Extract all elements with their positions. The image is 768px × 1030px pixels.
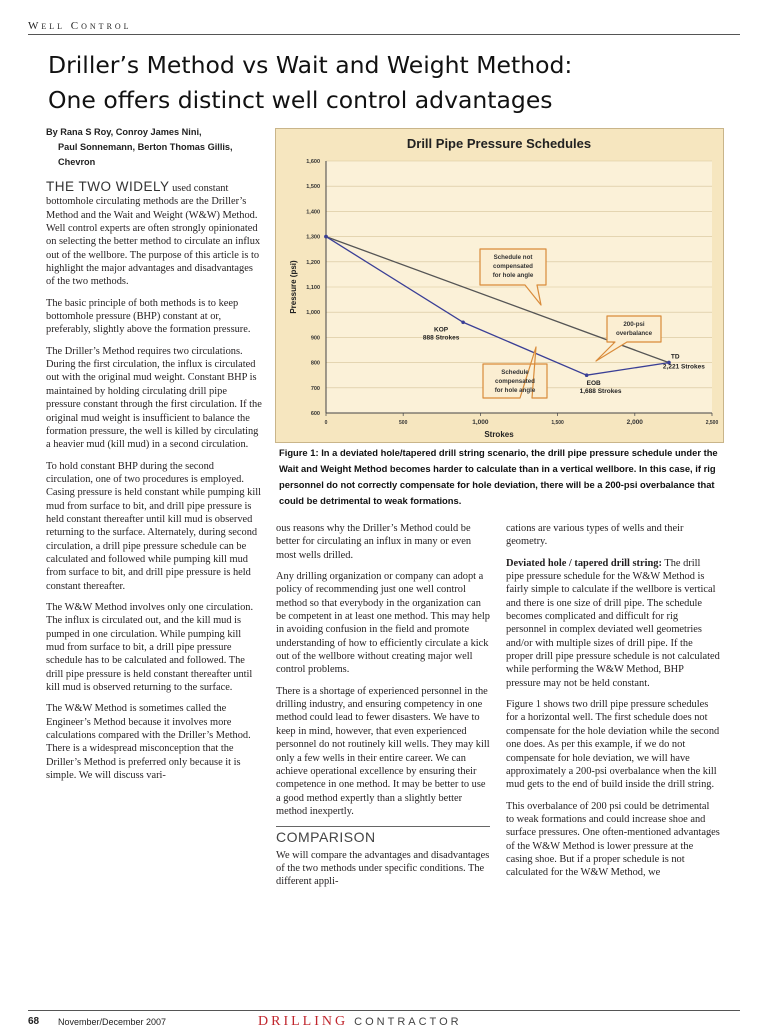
masthead-word-1: DRILLING bbox=[258, 1014, 349, 1029]
y-tick-label: 1,600 bbox=[306, 159, 320, 165]
chart-title: Drill Pipe Pressure Schedules bbox=[406, 136, 592, 151]
page-number: 68 bbox=[28, 1016, 40, 1027]
header-rule bbox=[28, 34, 740, 35]
x-axis-label: Strokes bbox=[484, 430, 514, 439]
paragraph-text: The drill pipe pressure schedule for the W&W Method is fairly simple to calculate if the wellbore is vertical and there is one size of drill pipe. The schedule becomes complicated and difficult for rig personnel in complex deviated well geometries and/or with multiple sizes of drill pipe. If the proper drill pipe pressure schedule is not calculated while performing the W&W Method, BHP pressure may not be held constant. bbox=[506, 557, 720, 689]
paragraph: This overbalance of 200 psi could be detrimental to weak formations and could increase shoe and surface pressures. One often-mentioned advantages of the W&W Method is lower pressure at the casing shoe. But if a proper schedule is not calculated for the W&W Method, we bbox=[506, 800, 720, 879]
paragraph bbox=[46, 180, 262, 289]
byline-line: By Rana S Roy, Conroy James Nini, bbox=[46, 127, 202, 137]
callout-compensated-text: Schedule bbox=[501, 369, 529, 376]
callout-not-compensated-text: compensated bbox=[493, 263, 533, 270]
body-column-1 bbox=[46, 180, 262, 790]
y-tick-label: 1,000 bbox=[306, 310, 320, 317]
point-label-kop: KOP bbox=[434, 326, 449, 334]
y-tick-label: 900 bbox=[310, 335, 320, 342]
paragraph-text: used constant bottomhole circulating methods are the Driller’s Method and the Wait and Weight (W&W) Method. Well control experts are often strongly opinionated on selecting the better method to circulate an influx out of the wellbore. The purpose of this article is to highlight the major advantages and disadvantages of the two methods. bbox=[46, 183, 261, 288]
data-point bbox=[461, 320, 465, 324]
body-column-3 bbox=[506, 522, 720, 888]
title-line-1: Driller’s Method vs Wait and Weight Method: bbox=[48, 51, 573, 79]
x-tick-label: 2,500 bbox=[705, 420, 719, 426]
dropcap-lead: THE TWO WIDELY bbox=[46, 179, 170, 194]
footer-rule bbox=[28, 1010, 740, 1011]
y-tick-label: 1,300 bbox=[306, 234, 320, 241]
y-tick-label: 1,400 bbox=[306, 209, 320, 216]
callout-overbalance-text: overbalance bbox=[615, 330, 653, 337]
title-line-2: One offers distinct well control advantages bbox=[48, 86, 553, 114]
y-tick-label: 700 bbox=[310, 385, 320, 392]
x-tick-label: 2,000 bbox=[626, 419, 643, 426]
point-label-td: TD bbox=[670, 353, 680, 361]
y-tick-label: 1,200 bbox=[306, 259, 320, 266]
paragraph: The Driller’s Method requires two circulations. During the first circulation, the influx is circulated out with the original mud weight. Constant BHP is maintained by holding circulating drill pipe pressure constant through the first circulation. If the original mud weight is insufficient to balance the formation pressure, the well is killed by circulating a heavier mud (kill mud) in a second circulation. bbox=[46, 345, 262, 451]
paragraph: To hold constant BHP during the second circulation, one of two procedures is employed. Casing pressure is held constant while pumping kill mud from surface to bit, and drill pipe pressure is held constant thereafter until kill mud is observed returning to the surface. Alternately, during second circulation, a drill pipe pressure schedule can be calculated and followed while pumping kill mud from surface to bit, and drill pipe pressure is held constant thereafter. bbox=[46, 460, 262, 592]
paragraph: ous reasons why the Driller’s Method could be better for circulating an influx in many or even most wells drilled. bbox=[276, 523, 472, 561]
subhead-deviated-hole: Deviated hole / tapered drill string: bbox=[506, 557, 662, 569]
data-point bbox=[324, 235, 328, 239]
point-label-eob-detail: 1,688 Strokes bbox=[579, 388, 622, 396]
paragraph bbox=[506, 557, 720, 690]
callout-compensated-text: compensated bbox=[495, 378, 535, 385]
magazine-masthead bbox=[258, 1012, 462, 1030]
point-label-td-detail: 2,221 Strokes bbox=[662, 363, 705, 371]
issue-date: November/December 2007 bbox=[58, 1017, 167, 1027]
callout-not-compensated-text: Schedule not bbox=[493, 254, 533, 261]
paragraph: There is a shortage of experienced personnel in the drilling industry, and ensuring competency in one method could lead to fewer disasters. We have to keep in mind, however, that even experienced personnel do not routinely kill wells. They may kill only a few wells in their entire career. We can achieve operational excellence by ensuring their competence in one method. It may be better to use a good method expertly than a slightly better method inexpertly. bbox=[276, 685, 490, 817]
paragraph: We will compare the advantages and disadvantages of the two methods under specific conditions. The different appli- bbox=[276, 849, 490, 888]
x-tick-label: 1,000 bbox=[472, 419, 489, 426]
chart-svg bbox=[276, 129, 723, 442]
callout-overbalance-text: 200-psi bbox=[623, 321, 645, 328]
paragraph: Figure 1 shows two drill pipe pressure schedules for a horizontal well. The first schedule does not compensate for the hole deviation while the second one does. As per this example, if we do not compensate for hole deviation, we will have approximately a 200-psi overbalance when the kill mud gets to the end of build inside the drill string. bbox=[506, 699, 720, 791]
paragraph: Any drilling organization or company can adopt a policy of recommending just one well control method so that everybody in the organization can be competent in at least one method. This may help in avoiding confusion in the field and promote understanding of how to efficiently circulate a kick out of the wellbore without creating major well control problems. bbox=[276, 571, 490, 676]
figure-1-chart bbox=[275, 128, 724, 443]
byline-line: Paul Sonnemann, Berton Thomas Gillis, bbox=[58, 142, 233, 152]
callout-compensated-text: for hole angle bbox=[494, 387, 536, 394]
byline-line: Chevron bbox=[58, 157, 96, 167]
section-heading-comparison: COMPARISON bbox=[276, 829, 376, 846]
y-tick-label: 1,100 bbox=[306, 285, 320, 291]
byline bbox=[46, 125, 266, 170]
point-label-eob: EOB bbox=[586, 380, 601, 388]
data-point bbox=[585, 373, 589, 377]
body-column-2 bbox=[276, 522, 490, 897]
point-label-kop-detail: 888 Strokes bbox=[422, 334, 460, 342]
section-rule bbox=[276, 826, 490, 827]
y-axis-label: Pressure (psi) bbox=[289, 260, 298, 314]
paragraph: The W&W Method is sometimes called the Engineer’s Method because it involves more calculations compared with the Driller’s Method. There is a widespread misconception that the Driller’s Method is preferred only because it is simple. We will discuss vari- bbox=[46, 703, 251, 782]
figure-caption: Figure 1: In a deviated hole/tapered drill string scenario, the drill pipe pressure schedule under the Wait and Weight Method becomes harder to calculate than in a vertical wellbore. In this case, if rig personnel do not correctly compensate for hole deviation, there will be a 200-psi overbalance that could be detrimental to weak formations. bbox=[279, 447, 718, 506]
paragraph: The W&W Method involves only one circulation. The influx is circulated out, and the kill mud is pumped in one circulation. While pumping kill mud from surface to bit, a drill pipe pressure schedule has to be calculated and followed. The drill pipe pressure is held constant thereafter until kill mud is observed returning to the surface. bbox=[46, 601, 254, 694]
x-tick-label: 0 bbox=[324, 420, 328, 426]
paragraph: The basic principle of both methods is to keep bottomhole pressure (BHP) constant at or, preferably, slightly above the formation pressure. bbox=[46, 297, 251, 336]
section-label: Well Control bbox=[28, 20, 132, 32]
y-tick-label: 600 bbox=[310, 411, 320, 417]
x-tick-label: 1,500 bbox=[551, 420, 564, 426]
callout-not-compensated-text: for hole angle bbox=[492, 272, 534, 279]
article-title bbox=[48, 48, 748, 118]
masthead-word-2: CONTRACTOR bbox=[348, 1016, 462, 1028]
paragraph: cations are various types of wells and their geometry. bbox=[506, 523, 684, 548]
y-tick-label: 1,500 bbox=[306, 184, 320, 191]
y-tick-label: 800 bbox=[310, 360, 320, 367]
x-tick-label: 500 bbox=[399, 420, 408, 426]
